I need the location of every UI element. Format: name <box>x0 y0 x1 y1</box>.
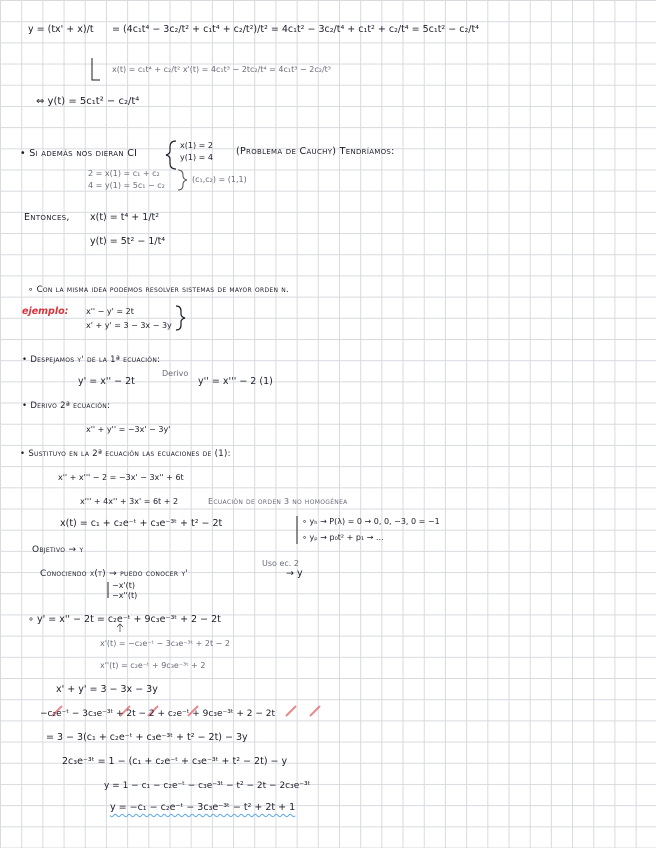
ci-eq-1: 2 = x(1) = c₁ + c₂ <box>88 169 160 178</box>
ci-x1: x(1) = 2 <box>180 141 213 150</box>
eq-y-result: ⇔ y(t) = 5c₁t² − c₂/t⁴ <box>36 96 140 107</box>
ci-brace <box>166 141 176 169</box>
eq-third-order: x''' + 4x'' + 3x' = 6t + 2 <box>80 497 179 506</box>
connector-bracket <box>92 58 100 80</box>
note-orden-3: Ecuación de orden 3 no homogénea <box>208 497 348 506</box>
eq-isolate: 2c₃e⁻³ᵗ = 1 − (c₁ + c₂e⁻ᵗ + c₃e⁻³ᵗ + t² − 2t) − y <box>62 756 288 767</box>
uso-ec2-note: Uso ec. 2 <box>262 559 299 568</box>
eq-x-double-prime-t: x''(t) = c₂e⁻ᵗ + 9c₃e⁻³ᵗ + 2 <box>100 661 206 670</box>
eq-substitution-sum: −c₂e⁻ᵗ − 3c₃e⁻³ᵗ + 2t − 2 + c₂e⁻ᵗ + 9c₃e⁻³ᵗ + 2 − 2t <box>40 709 276 719</box>
higher-order-note: ∘ Con la misma idea podemos resolver sistemas de mayor orden n. <box>28 285 290 295</box>
objective-line: Objetivo → y <box>32 545 84 555</box>
eq-derived-2: x'' + y'' = −3x' − 3y' <box>86 425 171 434</box>
ci-cauchy-note: (Problema de Cauchy) Tendríamos: <box>236 146 395 157</box>
entonces-label: Entonces, <box>24 212 70 223</box>
eq-y-expansion: = (4c₁t⁴ − 3c₂/t² + c₁t⁴ + c₂/t²)/t² = 4c₁t² − 3c₂/t⁴ + c₁t² + c₂/t⁴ = 5c₁t² − c₂/t⁴ <box>112 24 479 35</box>
arrow-to-y: → y <box>286 568 303 579</box>
eq-substituted: x'' + x''' − 2 = −3x' − 3x'' + 6t <box>58 473 184 482</box>
step-derivo: • Derivo 2ª ecuación: <box>22 401 111 411</box>
ci-eq-2: 4 = y(1) = 5c₁ − c₂ <box>88 181 165 190</box>
derivo-note: Derivo <box>162 369 189 378</box>
minus-x-prime: −x'(t) <box>112 581 136 590</box>
step-despejamos: • Despejamos y' de la 1ª ecuación: <box>22 355 161 365</box>
knowing-x-line: Conociendo x(t) → puedo conocer y' <box>40 569 189 579</box>
eq-x-final: x(t) = t⁴ + 1/t² <box>90 212 160 223</box>
eq-y-double-prime: y'' = x''' − 2 (1) <box>198 376 273 387</box>
step-sustituyo: • Sustituyo en la 2ª ecuación las ecuaciones de (1): <box>20 449 231 459</box>
example-eq-2: x' + y' = 3 − 3x − 3y <box>86 321 172 330</box>
eq-x-general: x(t) = c₁ + c₂e⁻ᵗ + c₃e⁻³ᵗ + t² − 2t <box>60 518 223 529</box>
example-brace <box>176 306 185 330</box>
eq-rhs-expanded: = 3 − 3(c₁ + c₂e⁻ᵗ + c₃e⁻³ᵗ + t² − 2t) − 3y <box>46 732 248 743</box>
eq-y-prime: y' = x'' − 2t <box>78 376 135 387</box>
eq-y-final-solution: y = −c₁ − c₂e⁻ᵗ − 3c₃e⁻³ᵗ − t² + 2t + 1 <box>110 802 296 813</box>
ci-intro: • Si además nos dieran CI <box>20 148 138 159</box>
example-label: ejemplo: <box>22 306 69 317</box>
ci-y1: y(1) = 4 <box>180 153 213 162</box>
minus-x-double-prime: −x''(t) <box>112 591 138 600</box>
eq-second-system: x' + y' = 3 − 3x − 3y <box>56 684 158 695</box>
example-eq-1: x'' − y' = 2t <box>86 307 134 316</box>
eq-y-final: y(t) = 5t² − 1/t⁴ <box>90 236 166 247</box>
particular-part: ∘ yₚ → p₀t² + p₁ → ... <box>302 533 384 542</box>
eq-x-prime-t: x'(t) = −c₂e⁻ᵗ − 3c₃e⁻³ᵗ + 2t − 2 <box>100 639 231 648</box>
solution-brace <box>178 170 187 190</box>
homogeneous-part: ∘ yₕ → P(λ) = 0 → 0, 0, −3, 0 = −1 <box>302 517 440 526</box>
eq-y-intermediate: y = 1 − c₁ − c₂e⁻ᵗ − c₃e⁻³ᵗ − t² − 2t − 2c₃e⁻³ᵗ <box>104 781 311 791</box>
ci-constants: (c₁,c₂) = (1,1) <box>192 175 247 184</box>
eq-y-prime-expanded: ∘ y' = x'' − 2t = c₂e⁻ᵗ + 9c₃e⁻³ᵗ + 2 − 2t <box>28 614 221 625</box>
eq-y-definition: y = (tx' + x)/t <box>28 24 94 35</box>
eq-x-derivative: x(t) = c₁t⁴ + c₂/t² x'(t) = 4c₁t³ − 2tc₂/t⁴ = 4c₁t³ − 2c₂/t³ <box>112 65 331 74</box>
